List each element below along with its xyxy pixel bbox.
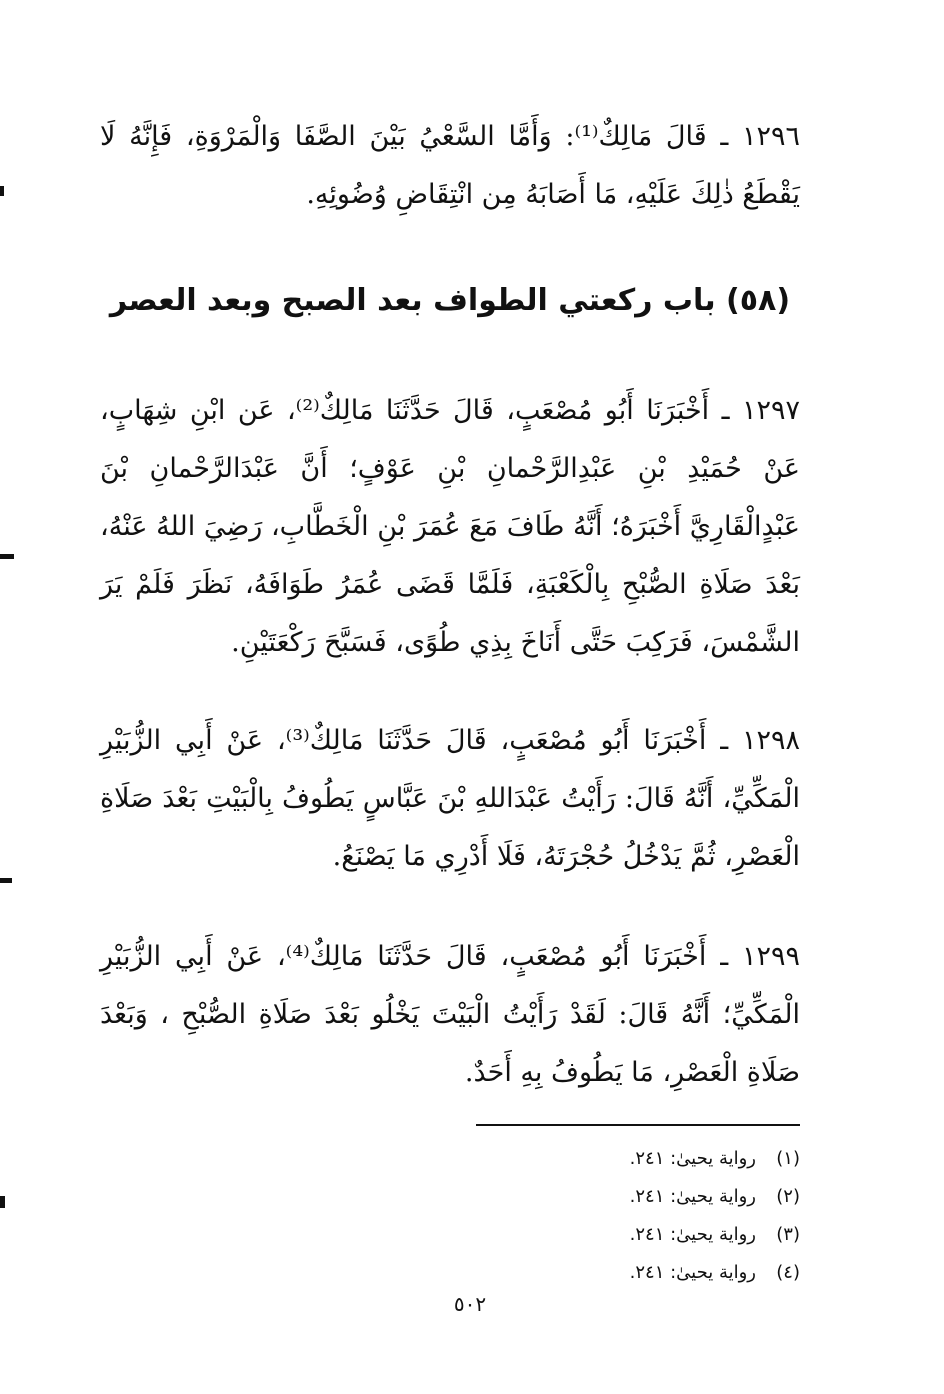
footnote-divider bbox=[476, 1124, 800, 1126]
chapter-heading: (٥٨) باب ركعتي الطواف بعد الصبح وبعد العصر bbox=[109, 283, 791, 318]
footnote-text: رواية يحيىٰ: ٢٤١. bbox=[629, 1148, 756, 1169]
footnote-number: (٣) bbox=[776, 1224, 800, 1245]
footnote-number: (٤) bbox=[776, 1262, 800, 1283]
paragraph-text: ١٢٩٧ ـ أَخْبَرَنَا أَبُو مُصْعَبٍ، قَالَ حَدَّثَنَا مَالِكٌ⁽²⁾، عَن ابْنِ شِهَابٍ، عَنْ حُمَيْدِ بْنِ عَبْدِالرَّحْمانِ بْنِ عَوْفٍ؛ أَنَّ عَبْدَالرَّحْمانِ بْنَ عَبْدٍالْقَارِيَّ أَخْبَرَهُ؛ أَنَّهُ طَافَ مَعَ عُمَرَ بْنِ الْخَطَّابِ، رَضِيَ اللهُ عَنْهُ، بَعْدَ صَلَاةِ الصُّبْحِ بِالْكَعْبَةِ، فَلَمَّا قَضَى عُمَرُ طَوَافَهُ، نَظَرَ فَلَمْ يَرَ الشَّمْسَ، فَرَكِبَ حَتَّى أَنَاخَ بِذِي طُوًى، فَسَبَّحَ رَكْعَتَيْنِ. bbox=[100, 395, 800, 658]
footnote-item bbox=[476, 1254, 800, 1292]
scan-margin-mark bbox=[0, 878, 12, 883]
footnote-item bbox=[476, 1140, 800, 1178]
footnote-number: (١) bbox=[776, 1148, 800, 1169]
paragraph-1299 bbox=[100, 928, 800, 1102]
scan-margin-mark bbox=[0, 186, 4, 196]
footnote-text: رواية يحيىٰ: ٢٤١. bbox=[629, 1224, 756, 1245]
paragraph-1296 bbox=[100, 108, 800, 224]
paragraph-text: ١٢٩٨ ـ أَخْبَرَنَا أَبُو مُصْعَبٍ، قَالَ حَدَّثَنَا مَالِكٌ⁽³⁾، عَنْ أَبِي الزُّبَيْرِ الْمَكِّيِّ، أَنَّهُ قَالَ: رَأَيْتُ عَبْدَاللهِ بْنَ عَبَّاسٍ يَطُوفُ بِالْبَيْتِ بَعْدَ صَلَاةِ الْعَصْرِ، ثُمَّ يَدْخُلُ حُجْرَتَهُ، فَلَا أَدْرِي مَا يَصْنَعُ. bbox=[100, 725, 800, 872]
footnote-text: رواية يحيىٰ: ٢٤١. bbox=[629, 1262, 756, 1283]
footnote-number: (٢) bbox=[776, 1186, 800, 1207]
footnote-item bbox=[476, 1216, 800, 1254]
footnote-item bbox=[476, 1178, 800, 1216]
scan-margin-mark bbox=[0, 1196, 5, 1208]
paragraph-1298 bbox=[100, 712, 800, 886]
footnote-text: رواية يحيىٰ: ٢٤١. bbox=[629, 1186, 756, 1207]
paragraph-text: ١٢٩٩ ـ أَخْبَرَنَا أَبُو مُصْعَبٍ، قَالَ حَدَّثَنَا مَالِكٌ⁽⁴⁾، عَنْ أَبِي الزُّبَيْرِ الْمَكِّيِّ؛ أَنَّهُ قَالَ: لَقَدْ رَأَيْتُ الْبَيْتَ يَخْلُو بَعْدَ صَلَاةِ الصُّبْحِ ، وَبَعْدَ صَلَاةِ الْعَصْرِ، مَا يَطُوفُ بِهِ أَحَدٌ. bbox=[100, 941, 800, 1088]
paragraph-text: ١٢٩٦ ـ قَالَ مَالِكٌ⁽¹⁾: وَأَمَّا السَّعْيُ بَيْنَ الصَّفَا وَالْمَرْوَةِ، فَإِنَّهُ لَا يَقْطَعُ ذٰلِكَ عَلَيْهِ، مَا أَصَابَهُ مِن انْتِقَاضِ وُضُوئِهِ. bbox=[100, 121, 800, 210]
page-number: ٥٠٢ bbox=[453, 1292, 487, 1316]
scan-margin-mark bbox=[0, 554, 14, 559]
footnotes-list bbox=[476, 1140, 800, 1292]
paragraph-1297 bbox=[100, 382, 800, 672]
